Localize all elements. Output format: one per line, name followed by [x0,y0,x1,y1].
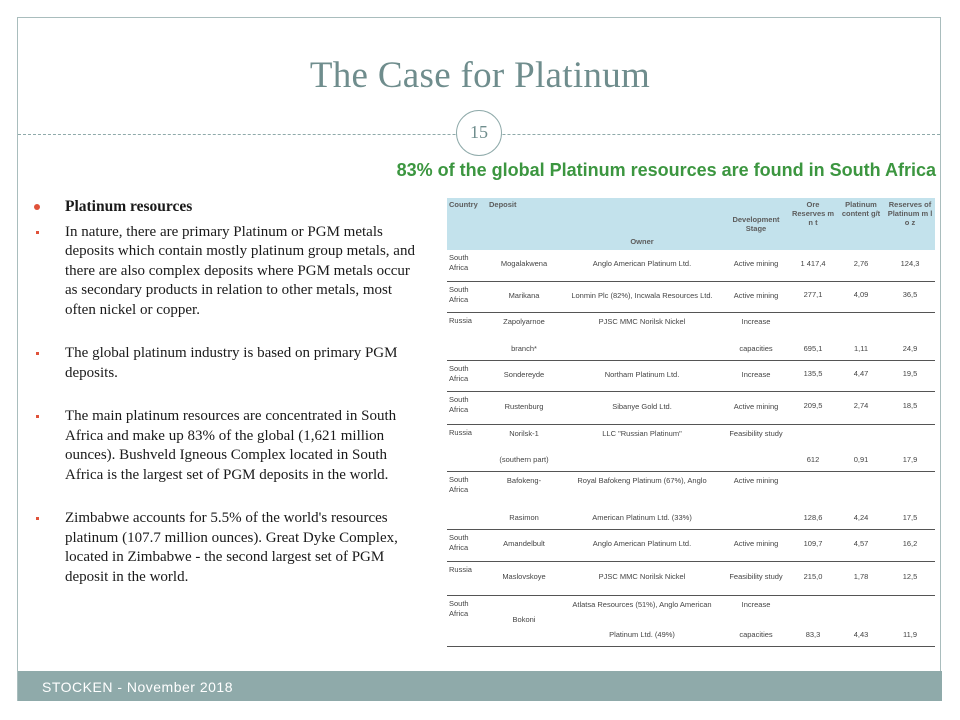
cell-ore: 1 417,4 [789,250,837,281]
cell-ore: 612 [789,424,837,471]
bullet-heading-text: Platinum resources [65,198,193,215]
table-header-row [447,198,935,250]
cell-owner: Northam Platinum Ltd. [561,360,723,391]
cell-content: 0,91 [837,424,885,471]
cell-owner-line1: Royal Bafokeng Platinum (67%), Anglo [577,475,707,485]
cell-owner-line2: American Platinum Ltd. (33%) [592,512,692,522]
table-row [447,561,935,595]
cell-deposit: Bokoni [487,595,561,646]
cell-country: Russia [447,424,487,471]
cell-deposit: Marikana [487,281,561,312]
cell-reserves: 16,2 [885,529,935,561]
cell-reserves: 17,5 [885,471,935,529]
bullet-heading [30,197,420,217]
cell-reserves: 12,5 [885,561,935,595]
cell-deposit: Rustenburg [487,391,561,424]
table-row [447,281,935,312]
cell-owner: PJSC MMC Norilsk Nickel [561,561,723,595]
cell-stage-line1: Increase [741,316,771,326]
cell-stage-line2: capacities [739,629,773,639]
cell-country: South Africa [447,281,487,312]
cell-stage: Active mining [723,529,789,561]
cell-deposit-line1: Norilsk-1 [509,428,539,438]
col-ore: Ore Reserves m n t [789,198,837,250]
cell-reserves: 18,5 [885,391,935,424]
cell-reserves: 17,9 [885,424,935,471]
square-bullet-icon [36,231,39,234]
cell-reserves: 19,5 [885,360,935,391]
square-bullet-icon [36,415,39,418]
col-stage: Development Stage [723,198,789,250]
cell-deposit-line1: Bafokeng- [506,475,542,485]
cell-stage: Increase [723,360,789,391]
cell-stage-line1: Increase [741,599,771,609]
cell-content: 4,57 [837,529,885,561]
cell-stage: Feasibility study [723,424,789,471]
cell-deposit: Mogalakwena [487,250,561,281]
cell-owner: PJSC MMC Norilsk Nickel [561,312,723,360]
cell-stage: Active mining [723,391,789,424]
footer-text: STOCKEN - November 2018 [42,679,233,695]
cell-country: Russia [447,561,487,595]
cell-country: South Africa [447,391,487,424]
cell-stage: Active mining [723,250,789,281]
table-row [447,424,935,471]
square-bullet-icon [36,352,39,355]
deposits-table [447,198,935,647]
bullet-text: The main platinum resources are concentrated in South Africa and make up 83% of the global (1,621 million ounces). Bushveld Igneous Complex located in South Africa is the largest set of PGM deposits in the world. [65,408,397,483]
cell-ore: 209,5 [789,391,837,424]
cell-country: South Africa [447,360,487,391]
bullet-item [30,344,420,383]
cell-owner-line2: Platinum Ltd. (49%) [609,629,675,639]
cell-ore: 695,1 [789,312,837,360]
cell-content: 4,47 [837,360,885,391]
cell-deposit-line2: branch* [511,343,537,353]
cell-content: 4,43 [837,595,885,646]
round-bullet-icon [34,204,40,210]
table-row [447,529,935,561]
cell-country: Russia [447,312,487,360]
page-number: 15 [456,110,502,156]
cell-content: 4,24 [837,471,885,529]
cell-stage: Feasibility study [723,561,789,595]
table-row [447,360,935,391]
bullet-list [30,197,420,587]
cell-content: 1,78 [837,561,885,595]
cell-content: 2,76 [837,250,885,281]
cell-reserves: 36,5 [885,281,935,312]
bullet-item [30,223,420,321]
cell-deposit-line2: Rasimon [509,512,539,522]
cell-stage [723,312,789,360]
cell-reserves: 24,9 [885,312,935,360]
cell-content: 2,74 [837,391,885,424]
bullet-item [30,407,420,485]
slide-title: The Case for Platinum [309,55,651,96]
headline: 83% of the global Platinum resources are found in South Africa [396,160,936,180]
cell-deposit [487,312,561,360]
table-row [447,250,935,281]
cell-stage-line2: capacities [739,343,773,353]
cell-content: 4,09 [837,281,885,312]
cell-ore: 128,6 [789,471,837,529]
cell-owner: Anglo American Platinum Ltd. [561,250,723,281]
col-deposit: Deposit [487,198,561,250]
cell-owner: Sibanye Gold Ltd. [561,391,723,424]
cell-deposit: Sondereyde [487,360,561,391]
cell-ore: 109,7 [789,529,837,561]
table-row [447,391,935,424]
cell-owner: Anglo American Platinum Ltd. [561,529,723,561]
cell-deposit [487,424,561,471]
table-row [447,471,935,529]
cell-owner [561,471,723,529]
square-bullet-icon [36,517,39,520]
cell-country: South Africa [447,471,487,529]
cell-ore: 83,3 [789,595,837,646]
cell-stage: Active mining [723,471,789,529]
footer-bar [18,671,942,701]
cell-country: South Africa [447,595,487,646]
bullet-text: The global platinum industry is based on primary PGM deposits. [65,345,398,381]
cell-country: South Africa [447,529,487,561]
table-row [447,312,935,360]
cell-reserves: 124,3 [885,250,935,281]
cell-owner-line1: Atlatsa Resources (51%), Anglo American [572,599,712,609]
bullet-item [30,509,420,587]
col-reserves: Reserves of Platinum m l o z [885,198,935,250]
col-owner: Owner [561,198,723,250]
cell-stage: Active mining [723,281,789,312]
cell-deposit [487,471,561,529]
cell-deposit-line2: (southern part) [499,454,549,464]
cell-ore: 215,0 [789,561,837,595]
bullet-text: Zimbabwe accounts for 5.5% of the world's resources platinum (107.7 million ounces). Great Dyke Complex, located in Zimbabwe - the second largest set of PGM deposit in the world. [65,510,398,585]
cell-owner [561,595,723,646]
cell-owner: LLC "Russian Platinum" [561,424,723,471]
cell-ore: 277,1 [789,281,837,312]
cell-deposit: Amandelbult [487,529,561,561]
cell-reserves: 11,9 [885,595,935,646]
cell-deposit: Maslovskoye [487,561,561,595]
bullet-text: In nature, there are primary Platinum or PGM metals deposits which contain mostly platinum group metals, and there are also complex deposits where PGM metals occur as secondary products in relation to other metals, most often nickel or copper. [65,223,415,318]
cell-content: 1,11 [837,312,885,360]
cell-country: South Africa [447,250,487,281]
col-country: Country [447,198,487,250]
col-content: Platinum content g/t [837,198,885,250]
cell-owner: Lonmin Plc (82%), Incwala Resources Ltd. [561,281,723,312]
cell-deposit-line1: Zapolyarnoe [503,316,545,326]
table-row [447,595,935,646]
cell-stage [723,595,789,646]
cell-ore: 135,5 [789,360,837,391]
